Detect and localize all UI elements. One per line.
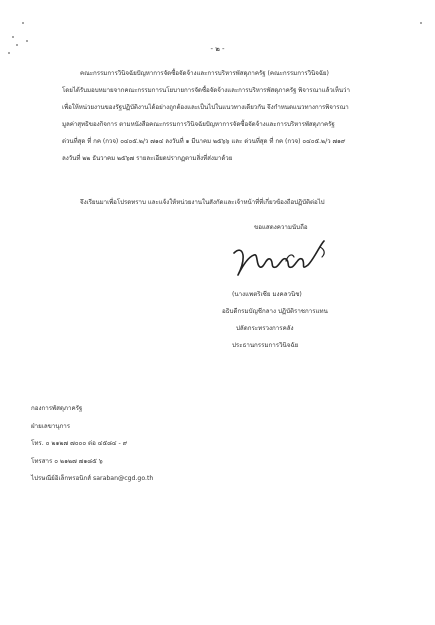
- paragraph-1-line: ลงวันที่ ๒๒ ธันวาคม ๒๕๖๗ รายละเอียดปรากฏตามสิ่งที่ส่งมาด้วย: [62, 155, 233, 162]
- paragraph-2-line: จึงเรียนมาเพื่อโปรดทราบ และแจ้งให้หน่วยงานในสังกัดและเจ้าหน้าที่ที่เกี่ยวข้องถือปฏิบัติต่อไป: [80, 199, 325, 206]
- signer-position-2: ปลัดกระทรวงการคลัง: [236, 325, 294, 332]
- footer-division: ฝ่ายเลขานุการ: [31, 422, 71, 430]
- signer-position-3: ประธานกรรมการวินิจฉัย: [232, 342, 299, 349]
- footer-contact: [31, 400, 153, 488]
- paragraph-1-line: คณะกรรมการวินิจฉัยปัญหาการจัดซื้อจัดจ้างและการบริหารพัสดุภาครัฐ (คณะกรรมการวินิจฉัย): [80, 70, 329, 77]
- footer-phone: โทร. ๐ ๒๑๒๗ ๗๐๐๐ ต่อ ๔๕๘๔ - ๙: [31, 440, 128, 447]
- paragraph-1: [62, 65, 384, 167]
- signature-image: [226, 235, 336, 281]
- page-number: - ๒ -: [210, 45, 225, 53]
- paragraph-1-line: มูลค่าสุทธิของกิจการ ตามหนังสือคณะกรรมการวินิจฉัยปัญหาการจัดซื้อจัดจ้างและการบริหารพัสดุภาครัฐ: [62, 121, 335, 128]
- paragraph-1-line: โดยได้รับมอบหมายจากคณะกรรมการนโยบายการจัดซื้อจัดจ้างและการบริหารพัสดุภาครัฐ พิจารณาแล้วเห็นว่า: [62, 87, 350, 94]
- signer-position-1: อธิบดีกรมบัญชีกลาง ปฏิบัติราชการแทน: [222, 308, 328, 315]
- footer-fax: โทรสาร ๐ ๒๑๒๗ ๗๑๘๕ ๖: [31, 457, 103, 465]
- paragraph-2: [62, 194, 384, 211]
- paragraph-1-line: เพื่อให้หน่วยงานของรัฐปฏิบัติงานได้อย่างถูกต้องและเป็นไปในแนวทางเดียวกัน จึงกำหนดแนวทางการพิจารณา: [62, 104, 349, 111]
- signer-name: (นางแพตริเซีย มงคลวนิช): [232, 291, 302, 298]
- paragraph-1-line: ด่วนที่สุด ที่ กค (กวจ) ๐๔๐๕.๒/ว ๗๑๔ ลงวันที่ ๑ มีนาคม ๒๕๖๖ และ ด่วนที่สุด ที่ กค (กวจ) ๐๔๐๕.๒/ว ๗๑๙: [62, 138, 346, 145]
- closing-phrase: ขอแสดงความนับถือ: [254, 224, 308, 231]
- footer-department: กองการพัสดุภาครัฐ: [31, 405, 83, 412]
- footer-email: ไปรษณีย์อิเล็กทรอนิกส์ saraban@cgd.go.th: [31, 475, 154, 482]
